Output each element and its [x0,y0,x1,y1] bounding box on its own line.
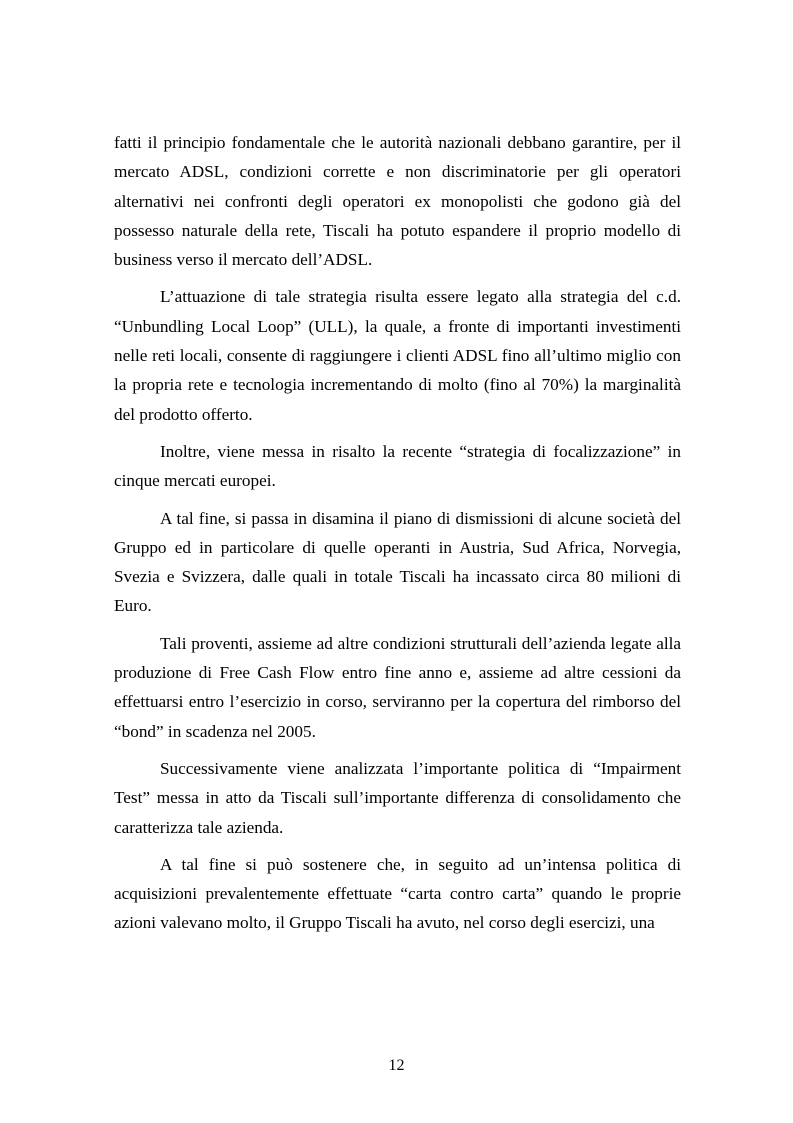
paragraph: A tal fine, si passa in disamina il piano di dismissioni di alcune società del Gruppo ed in particolare di quelle operanti in Austria, Sud Africa, Norvegia, Svezia e Svizzera, dalle quali in totale Tiscali ha incassato circa 80 milioni di Euro. [114,508,681,616]
paragraph: L’attuazione di tale strategia risulta essere legato alla strategia del c.d. “Unbundling Local Loop” (ULL), la quale, a fronte di importanti investimenti nelle reti locali, consente di raggiungere i clienti ADSL fino all’ultimo miglio con la propria rete e tecnologia incrementando di molto (fino al 70%) la marginalità del prodotto offerto. [114,287,681,424]
paragraph: Tali proventi, assieme ad altre condizioni strutturali dell’azienda legate alla produzione di Free Cash Flow entro fine anno e, assieme ad altre cessioni da effettuarsi entro l’esercizio in corso, serviranno per la copertura del rimborso del “bond” in scadenza nel 2005. [114,633,681,741]
paragraph: Inoltre, viene messa in risalto la recente “strategia di focalizzazione” in cinque mercati europei. [114,441,681,491]
paragraph: Successivamente viene analizzata l’importante politica di “Impairment Test” messa in atto da Tiscali sull’importante differenza di consolidamento che caratterizza tale azienda. [114,758,681,837]
paragraph: A tal fine si può sostenere che, in seguito ad un’intensa politica di acquisizioni prevalentemente effettuate “carta contro carta” quando le proprie azioni valevano molto, il Gruppo Tiscali ha avuto, nel corso degli esercizi, una [114,854,681,933]
page-number: 12 [388,1057,405,1074]
body-text [114,128,681,946]
paragraph-continued: fatti il principio fondamentale che le autorità nazionali debbano garantire, per il mercato ADSL, condizioni corrette e non discriminatorie per gli operatori alternativi nei confronti degli operatori ex monopolisti che godono già del possesso naturale della rete, Tiscali ha potuto espandere il proprio modello di business verso il mercato dell’ADSL. [114,133,681,270]
